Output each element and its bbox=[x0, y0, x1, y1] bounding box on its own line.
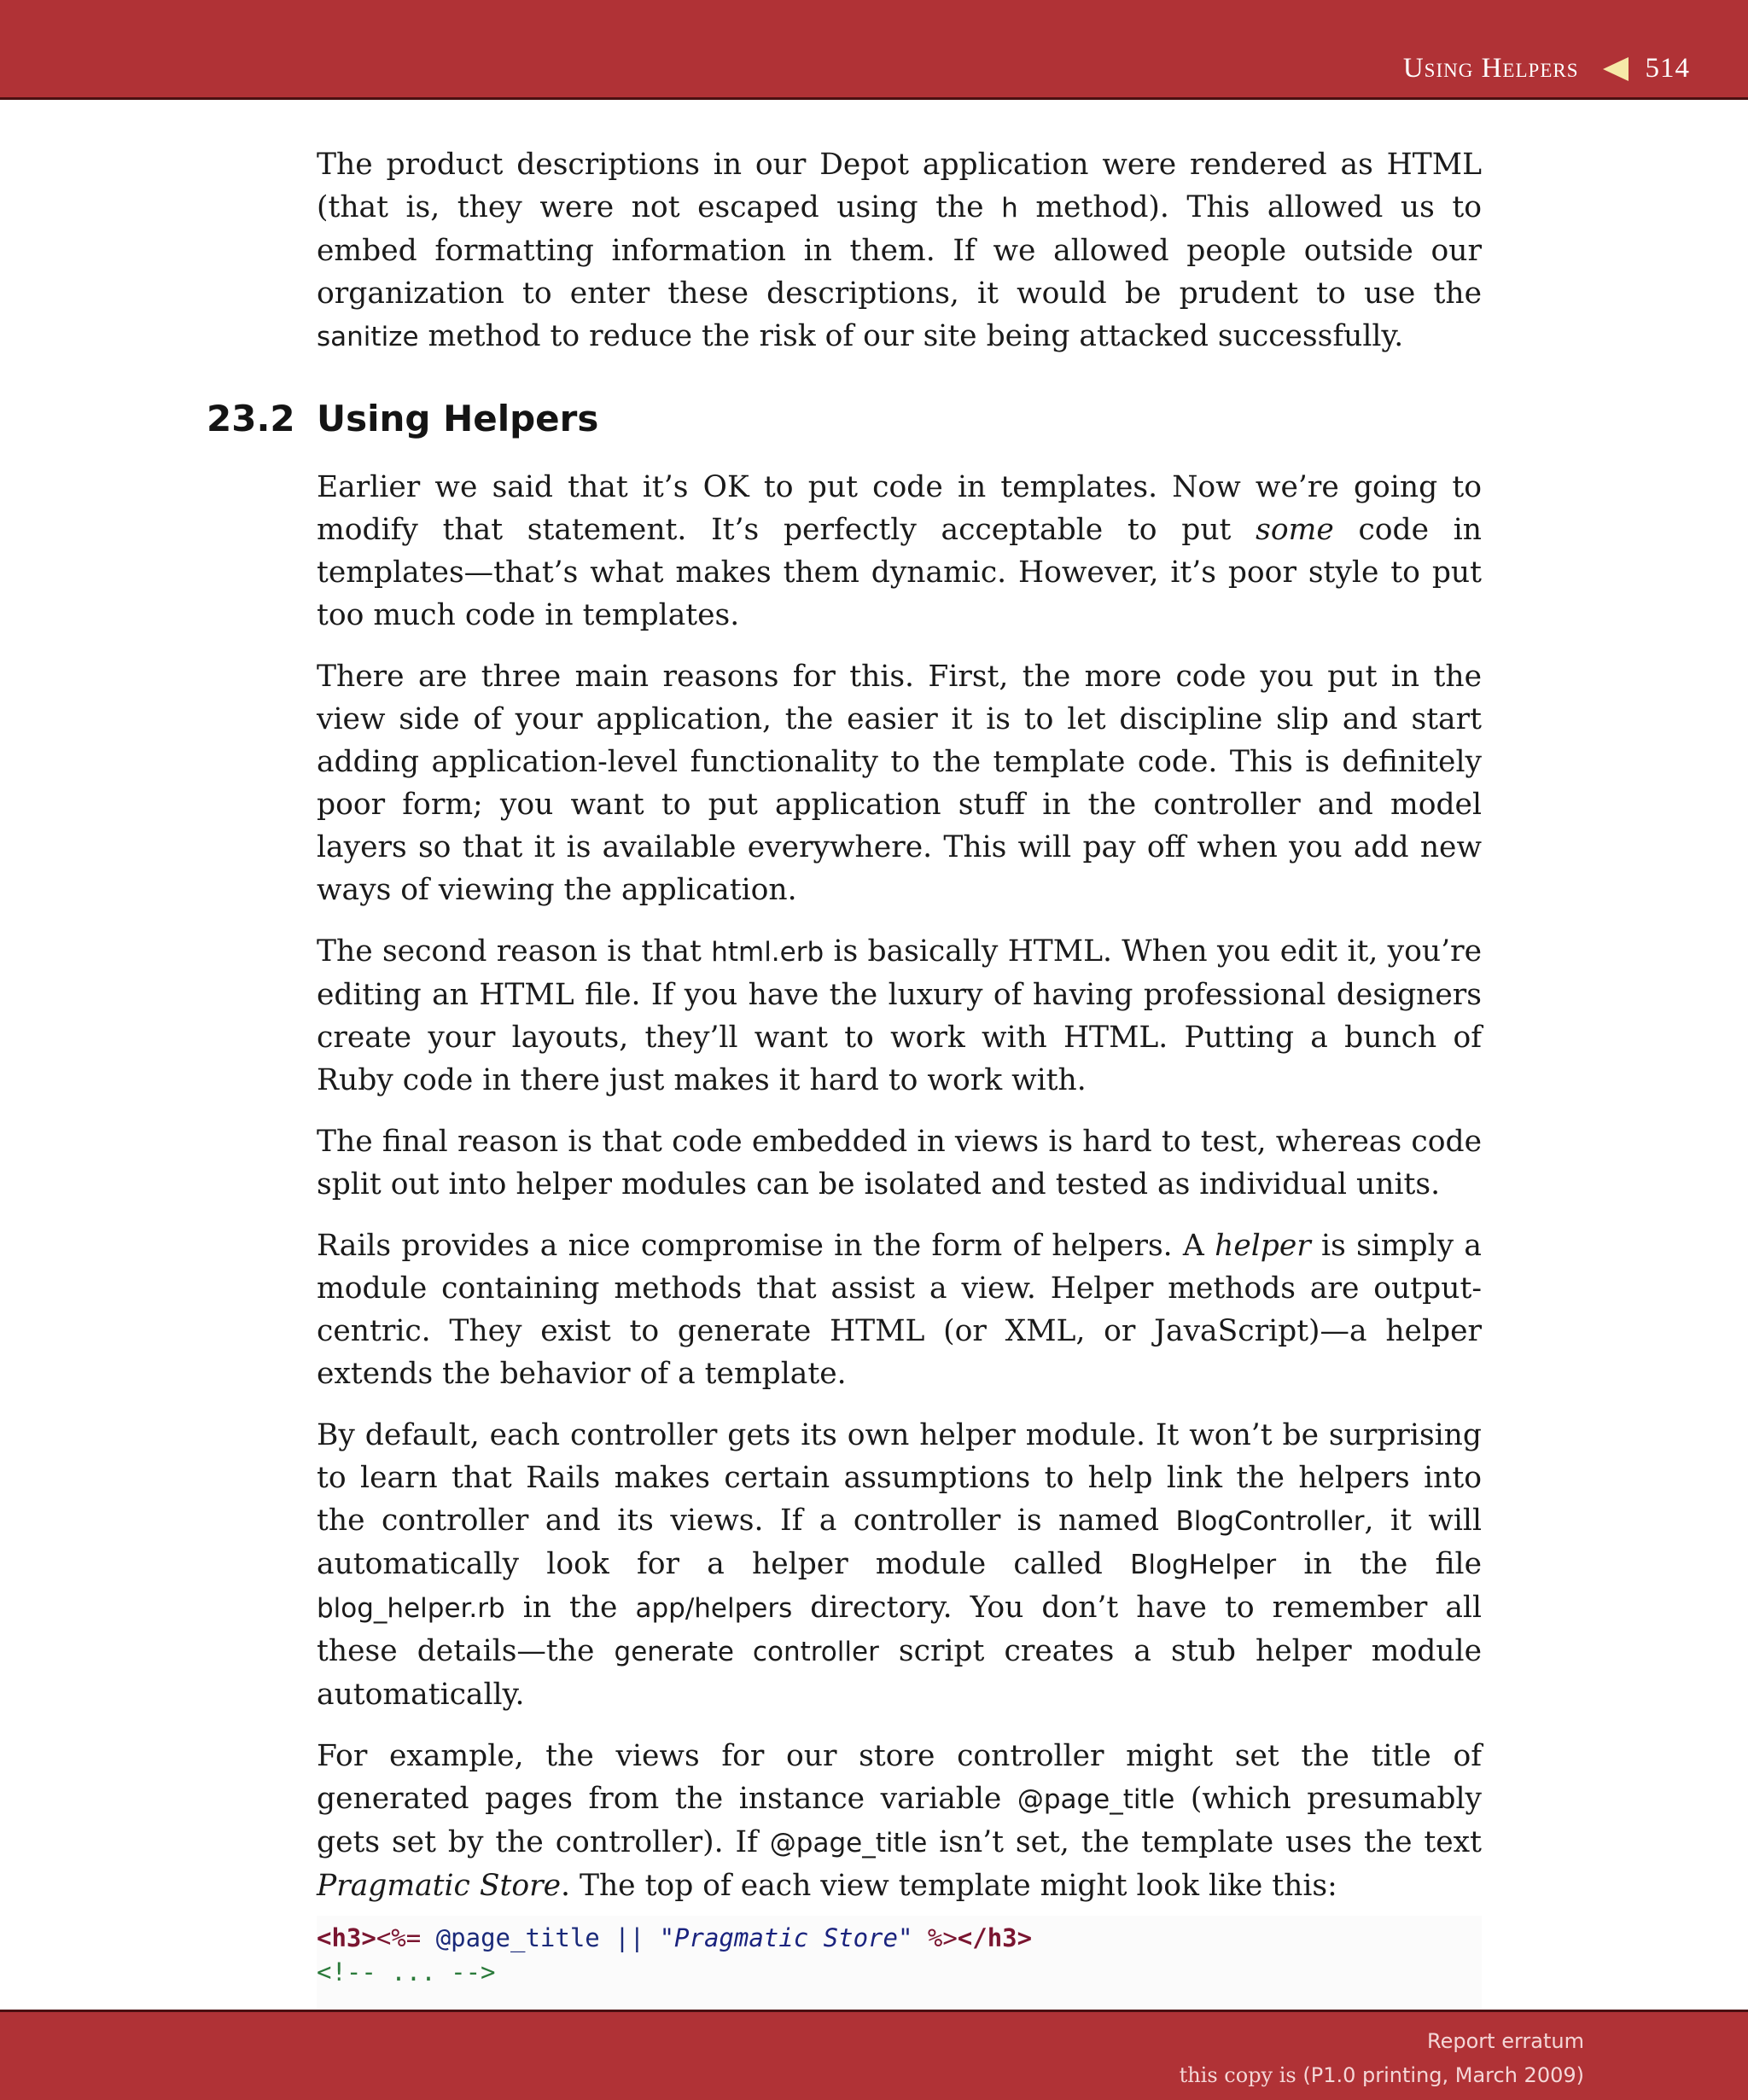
paragraph: There are three main reasons for this. First, the more code you put in the view side of your application, the easier it is to let discipline slip and start adding application-level functionality to the template code. This is definitely poor form; you want to put application stuff in the controller and model layers so that it is available everywhere. This will pay off when you add new ways of viewing the application. bbox=[317, 660, 1482, 907]
section-heading bbox=[207, 398, 598, 439]
inline-code: blog_helper.rb bbox=[317, 1593, 505, 1624]
copy-info: this copy is (P1.0 printing, March 2009) bbox=[1179, 2063, 1584, 2087]
section-number: 23.2 bbox=[207, 398, 295, 439]
inline-code: sanitize bbox=[317, 322, 419, 352]
report-erratum-link[interactable]: Report erratum bbox=[1427, 2029, 1584, 2053]
running-head-title: Using Helpers bbox=[1402, 53, 1579, 84]
intro-text bbox=[317, 143, 1482, 358]
inline-code: BlogController bbox=[1175, 1506, 1365, 1537]
inline-code: app/helpers bbox=[635, 1593, 793, 1624]
inline-code: html.erb bbox=[711, 937, 824, 968]
inline-code: generate controller bbox=[614, 1637, 879, 1667]
previous-page-arrow-icon[interactable] bbox=[1603, 57, 1629, 81]
page-header-bar bbox=[0, 0, 1748, 100]
inline-code: @page_title bbox=[1017, 1784, 1175, 1815]
paragraph: Rails provides a nice compromise in the form of helpers. A helper is simply a module containing methods that assist a view. Helper methods are output-centric. They exist to generate HTML (or XML, or JavaScript)—a helper extends the behavior of a template. bbox=[317, 1229, 1482, 1391]
running-head bbox=[1403, 53, 1690, 84]
section-body bbox=[317, 466, 1482, 2015]
paragraph: The second reason is that html.erb is basically HTML. When you edit it, you’re editing an HTML file. If you have the luxury of having professional designers create your layouts, they’ll want to work with HTML. Putting a bunch of Ruby code in there just makes it hard to work with. bbox=[317, 934, 1482, 1097]
code-block: <h3><%= @page_title || "Pragmatic Store" %></h3> <!-- ... --> bbox=[317, 1916, 1482, 2015]
page-footer-bar bbox=[0, 2010, 1748, 2100]
code-comment: <!-- ... --> bbox=[317, 1957, 496, 1987]
paragraph: By default, each controller gets its own helper module. It won’t be surprising to learn that Rails makes certain assumptions to help link the helpers into the controller and its views. If a controller is named BlogController, it will automatically look for a helper module called BlogHelper in the file blog_helper.rb in the app/helpers directory. You don’t have to remember all these details—the generate controller script creates a stub helper module automatically. bbox=[317, 1418, 1483, 1712]
inline-code: BlogHelper bbox=[1130, 1550, 1277, 1580]
paragraph: For example, the views for our store controller might set the title of generated pages from the instance variable @page_title (which presumably gets set by the controller). If @page_title isn’t set, the template uses the text Pragmatic Store. The top of each view template might look like this: bbox=[317, 1739, 1483, 1903]
paragraph: The final reason is that code embedded in views is hard to test, whereas code split out into helper modules can be isolated and tested as individual units. bbox=[317, 1125, 1482, 1201]
paragraph: Earlier we said that it’s OK to put code in templates. Now we’re going to modify that statement. It’s perfectly acceptable to put some code in templates—that’s what makes them dynamic. However, it’s poor style to put too much code in templates. bbox=[317, 470, 1482, 632]
inline-code: h bbox=[1001, 193, 1018, 224]
intro-paragraph: The product descriptions in our Depot application were rendered as HTML (that is, they were not escaped using the h method). This allowed us to embed formatting information in them. If we allowed people outside our organization to enter these descriptions, it would be prudent to use the sanitize method to reduce the risk of our site being attacked successfully. bbox=[317, 148, 1482, 353]
inline-code: @page_title bbox=[769, 1828, 928, 1859]
page-number: 514 bbox=[1645, 53, 1690, 84]
section-title: Using Helpers bbox=[317, 398, 599, 439]
